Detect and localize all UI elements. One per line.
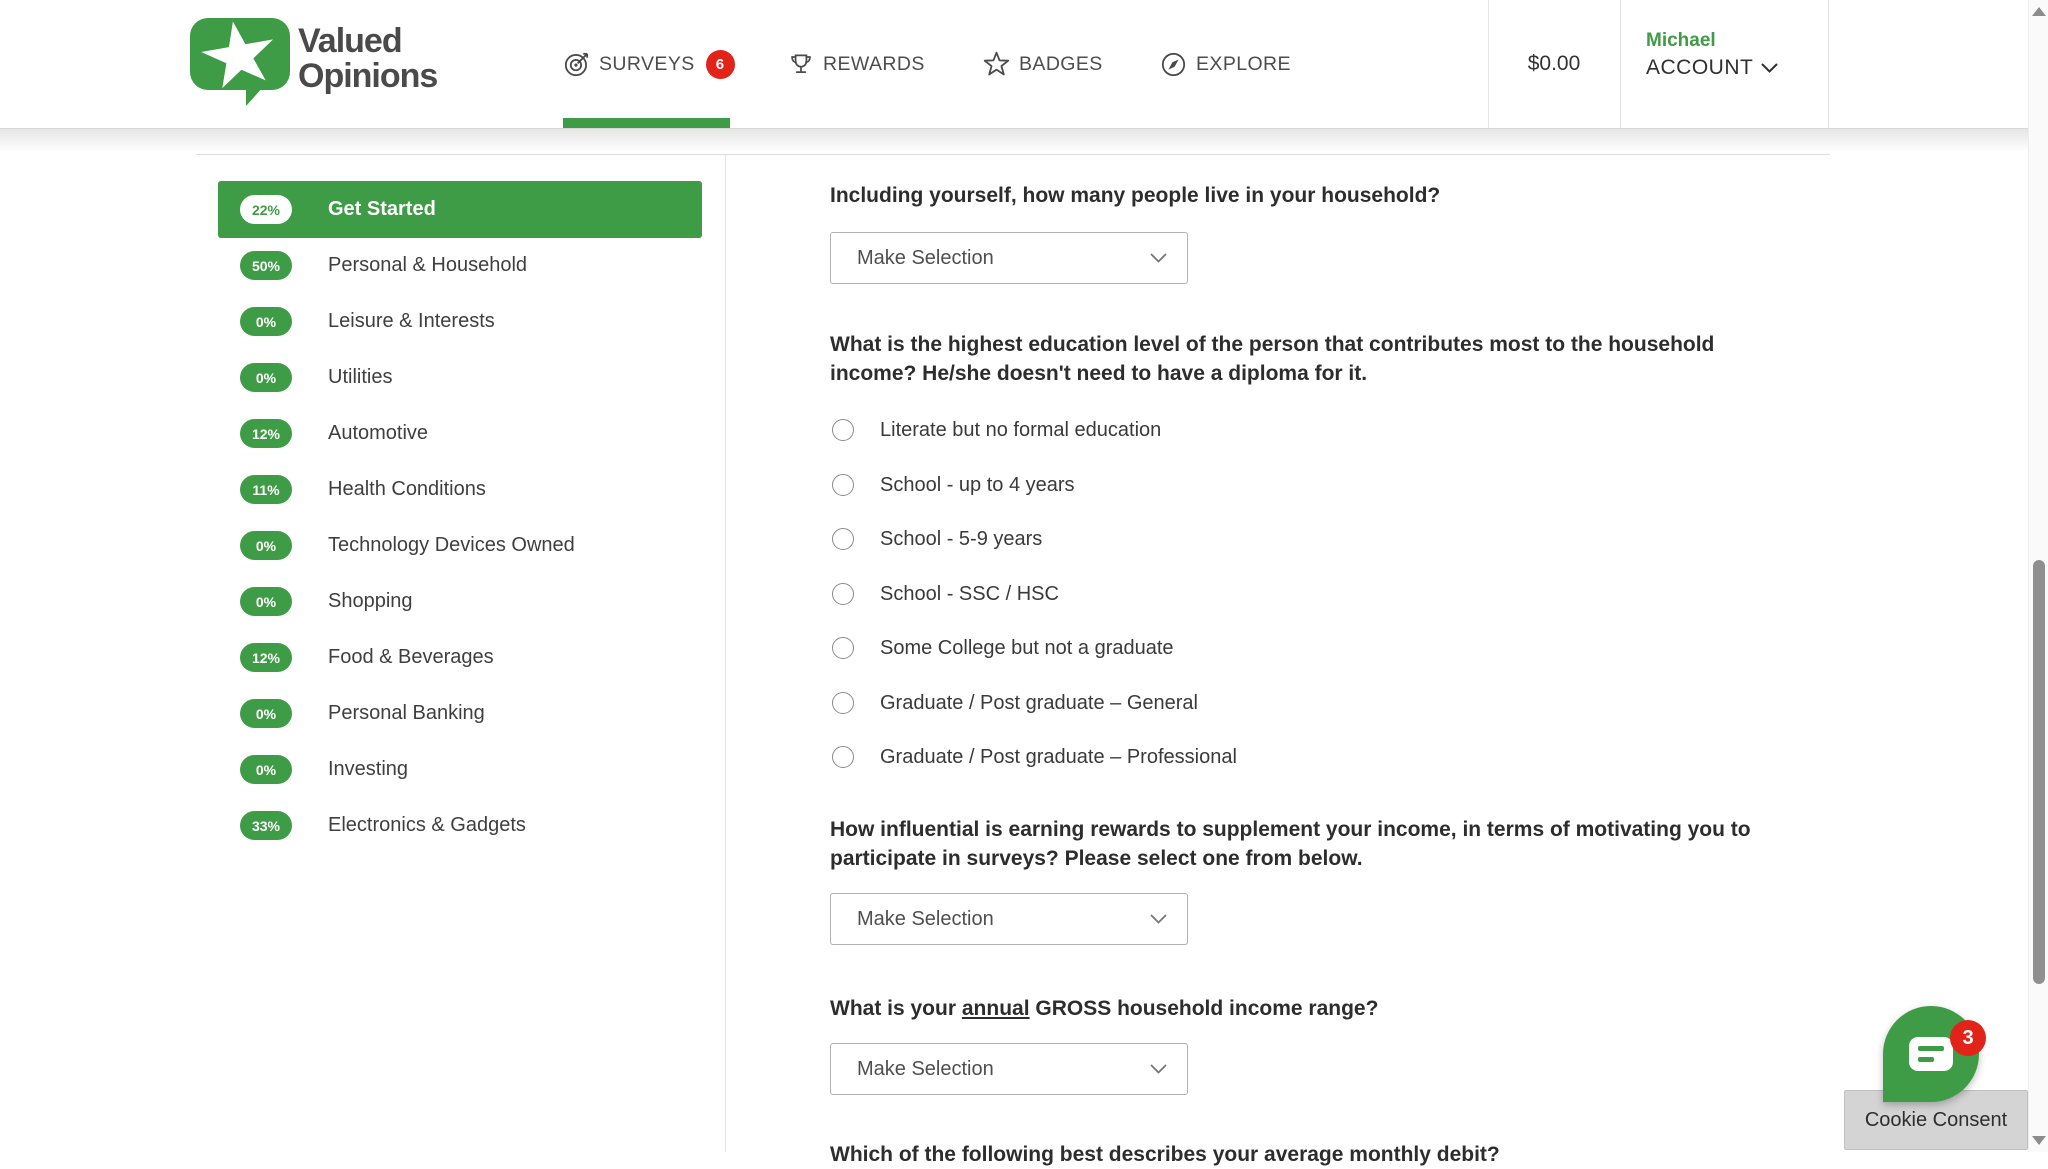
radio-option-some-college[interactable]: Some College but not a graduate <box>832 633 1174 663</box>
chevron-down-icon <box>1150 914 1167 925</box>
sidebar-item-food-beverages[interactable]: 12% Food & Beverages <box>218 629 702 686</box>
account-user-name: Michael <box>1646 30 1716 51</box>
star-icon <box>983 51 1010 78</box>
progress-badge: 50% <box>240 251 292 280</box>
question-partially-visible: Which of the following best describes your average monthly debit? <box>830 1143 1500 1166</box>
chevron-down-icon <box>1761 56 1778 80</box>
sidebar-item-personal-household[interactable]: 50% Personal & Household <box>218 237 702 294</box>
trophy-icon <box>788 51 814 77</box>
progress-badge: 0% <box>240 363 292 392</box>
tab-rewards[interactable] <box>788 40 925 88</box>
progress-badge: 0% <box>240 587 292 616</box>
target-icon <box>563 51 590 78</box>
logo-line2: Opinions <box>298 57 438 95</box>
radio-option-school-5-9-years[interactable]: School - 5-9 years <box>832 524 1042 554</box>
progress-badge: 33% <box>240 811 292 840</box>
progress-badge: 0% <box>240 755 292 784</box>
scrollbar-thumb[interactable] <box>2033 560 2045 984</box>
scrollbar-up-arrow-icon[interactable] <box>2032 7 2046 16</box>
radio-option-school-ssc-hsc[interactable]: School - SSC / HSC <box>832 579 1059 609</box>
sidebar-item-personal-banking[interactable]: 0% Personal Banking <box>218 685 702 742</box>
radio-option-graduate-general[interactable]: Graduate / Post graduate – General <box>832 688 1198 718</box>
scrollbar-down-arrow-icon[interactable] <box>2032 1136 2046 1145</box>
radio-button-icon <box>832 583 854 605</box>
sidebar-divider <box>725 155 726 1152</box>
progress-badge: 11% <box>240 475 292 504</box>
progress-badge: 22% <box>240 195 292 224</box>
radio-button-icon <box>832 692 854 714</box>
selected-value: Make Selection <box>857 907 994 930</box>
header-divider <box>1828 0 1829 128</box>
selected-value: Make Selection <box>857 246 994 269</box>
question-rewards-influence: How influential is earning rewards to supplement your income, in terms of motivating you to participate in surveys? Please select one from below. <box>830 818 1751 870</box>
sidebar-item-utilities[interactable]: 0% Utilities <box>218 349 702 406</box>
selected-value: Make Selection <box>857 1057 994 1080</box>
progress-badge: 0% <box>240 699 292 728</box>
sidebar-item-leisure-interests[interactable]: 0% Leisure & Interests <box>218 293 702 350</box>
progress-badge: 0% <box>240 307 292 336</box>
sidebar-item-health-conditions[interactable]: 11% Health Conditions <box>218 461 702 518</box>
valued-opinions-logo[interactable] <box>190 16 438 112</box>
logo-star-bubble-icon <box>190 18 290 108</box>
progress-badge: 12% <box>240 643 292 672</box>
sidebar-item-shopping[interactable]: 0% Shopping <box>218 573 702 630</box>
tab-surveys-label: SURVEYS <box>599 52 695 75</box>
header-divider <box>1620 0 1621 128</box>
chevron-down-icon <box>1150 1064 1167 1075</box>
sidebar-item-electronics-gadgets[interactable]: 33% Electronics & Gadgets <box>218 797 702 854</box>
rewards-influence-select[interactable] <box>830 893 1188 945</box>
account-label: ACCOUNT <box>1646 56 1754 79</box>
underlined-word: annual <box>961 997 1030 1020</box>
chat-bubble-icon <box>1909 1037 1953 1071</box>
sidebar-item-investing[interactable]: 0% Investing <box>218 741 702 798</box>
radio-button-icon <box>832 419 854 441</box>
sidebar-item-get-started[interactable]: 22% Get Started <box>218 181 702 238</box>
balance-amount[interactable]: $0.00 <box>1527 52 1581 75</box>
progress-badge: 0% <box>240 531 292 560</box>
top-navigation-bar <box>0 0 2028 128</box>
progress-badge: 12% <box>240 419 292 448</box>
tab-badges[interactable] <box>983 40 1103 88</box>
page-scrollbar[interactable] <box>2028 0 2048 1152</box>
compass-icon <box>1160 51 1187 78</box>
active-tab-indicator <box>563 118 730 128</box>
question-income-range: What is your annual GROSS household income range? <box>830 997 1379 1020</box>
tab-explore-label: EXPLORE <box>1196 52 1291 75</box>
radio-button-icon <box>832 746 854 768</box>
header-shadow <box>0 128 2028 152</box>
radio-button-icon <box>832 474 854 496</box>
logo-text <box>298 24 437 94</box>
radio-option-school-4-years[interactable]: School - up to 4 years <box>832 470 1075 500</box>
chevron-down-icon <box>1150 253 1167 264</box>
tab-explore[interactable] <box>1160 40 1291 88</box>
income-range-select[interactable] <box>830 1043 1188 1095</box>
question-household-size: Including yourself, how many people live in your household? <box>830 184 1441 207</box>
logo-line1: Valued <box>298 22 402 60</box>
tab-surveys[interactable] <box>563 40 735 88</box>
content-top-border <box>196 154 1830 155</box>
radio-option-no-formal-education[interactable]: Literate but no formal education <box>832 415 1161 445</box>
cookie-consent-button[interactable]: Cookie Consent <box>1844 1090 2028 1150</box>
household-size-select[interactable] <box>830 232 1188 284</box>
tab-rewards-label: REWARDS <box>823 52 925 75</box>
radio-button-icon <box>832 637 854 659</box>
chat-unread-badge: 3 <box>1950 1020 1986 1056</box>
question-education-level: What is the highest education level of the person that contributes most to the household income? He/she doesn't need to have a diploma for it. <box>830 333 1715 385</box>
sidebar-item-automotive[interactable]: 12% Automotive <box>218 405 702 462</box>
account-menu[interactable] <box>1646 30 1778 80</box>
tab-badges-label: BADGES <box>1019 52 1103 75</box>
radio-button-icon <box>832 528 854 550</box>
radio-option-graduate-professional[interactable]: Graduate / Post graduate – Professional <box>832 742 1237 772</box>
surveys-count-badge: 6 <box>706 50 735 79</box>
sidebar-item-technology-devices[interactable]: 0% Technology Devices Owned <box>218 517 702 574</box>
